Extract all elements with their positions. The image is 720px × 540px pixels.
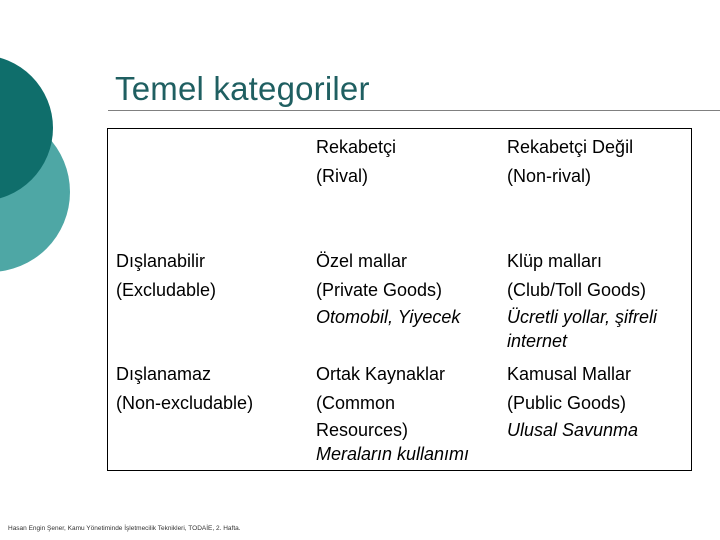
decorative-circles [0, 0, 90, 300]
cell-english: (Public Goods) [507, 393, 627, 413]
empty-corner-cell [108, 129, 309, 244]
cell-public-goods [499, 356, 692, 471]
cell-english-cont: Resources) [316, 420, 409, 440]
cell-example: Meraların kullanımı [316, 444, 470, 464]
row-label-english: (Excludable) [116, 280, 217, 300]
header-rival-english: (Rival) [316, 166, 368, 186]
cell-title: Ortak Kaynaklar [316, 364, 446, 384]
header-rival-cell [308, 129, 499, 244]
table-header-row [108, 129, 692, 244]
slide-footer: Hasan Engin Şener, Kamu Yönetiminde İşletmecilik Teknikleri, TODAİE, 2. Hafta. [8, 525, 241, 532]
row-label-text: Dışlanamaz [116, 364, 212, 384]
categories-table [107, 128, 692, 471]
row-label-nonexcludable [108, 356, 309, 471]
cell-title: Özel mallar [316, 251, 408, 271]
table-row-nonexcludable [108, 356, 692, 471]
cell-example: Ulusal Savunma [507, 420, 639, 440]
slide-title: Temel kategoriler [115, 70, 370, 107]
cell-english: (Club/Toll Goods) [507, 280, 647, 300]
cell-title: Klüp malları [507, 251, 603, 271]
cell-english: (Private Goods) [316, 280, 443, 300]
row-label-text: Dışlanabilir [116, 251, 206, 271]
cell-club-goods [499, 243, 692, 356]
header-nonrival-cell [499, 129, 692, 244]
title-underline [108, 110, 720, 111]
cell-example-cont: internet [507, 331, 568, 351]
cell-example: Ücretli yollar, şifreli [507, 307, 658, 327]
row-label-english: (Non-excludable) [116, 393, 254, 413]
header-nonrival-english: (Non-rival) [507, 166, 592, 186]
cell-common-resources [308, 356, 499, 471]
header-rival-label: Rekabetçi [316, 137, 397, 157]
cell-english: (Common [316, 393, 396, 413]
row-label-excludable [108, 243, 309, 356]
cell-title: Kamusal Mallar [507, 364, 632, 384]
cell-private-goods [308, 243, 499, 356]
cell-example: Otomobil, Yiyecek [316, 307, 461, 327]
table-row-excludable [108, 243, 692, 356]
header-nonrival-label: Rekabetçi Değil [507, 137, 634, 157]
